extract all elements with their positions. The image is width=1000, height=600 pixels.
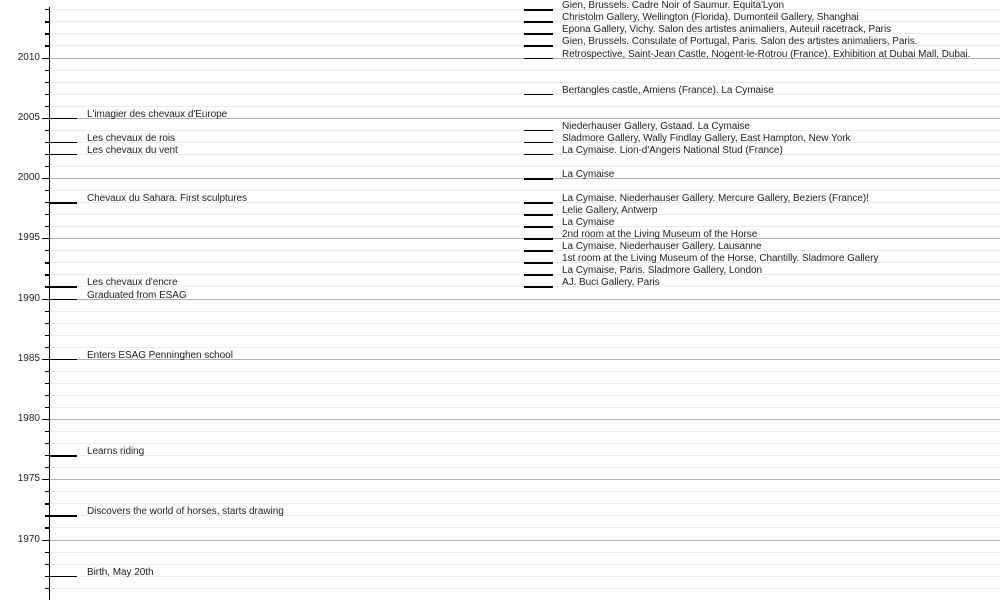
gridline-minor (49, 190, 1000, 191)
gridline-minor (49, 106, 1000, 107)
axis-minor-tick (45, 45, 49, 46)
right-event-label: Niederhauser Gallery, Gstaad. La Cymaise (562, 120, 750, 132)
axis-minor-tick (45, 33, 49, 34)
axis-minor-tick (45, 407, 49, 408)
right-event-tick (524, 154, 553, 156)
gridline-minor (49, 383, 1000, 384)
left-event-label: Les chevaux du vent (87, 144, 178, 156)
gridline-minor (49, 455, 1000, 456)
y-axis-line (49, 7, 50, 600)
axis-minor-tick (45, 371, 49, 372)
axis-minor-tick (45, 94, 49, 95)
left-event-tick (49, 154, 77, 156)
gridline-minor (49, 503, 1000, 504)
right-event-label: La Cymaise, Paris. Sladmore Gallery, London (562, 265, 762, 277)
axis-minor-tick (45, 226, 49, 227)
axis-minor-tick (45, 323, 49, 324)
right-event-tick (524, 274, 553, 276)
right-event-label: La Cymaise (562, 169, 615, 180)
axis-minor-tick (45, 503, 49, 504)
gridline-minor (49, 323, 1000, 324)
axis-minor-tick (45, 527, 49, 528)
right-event-tick (524, 130, 553, 132)
left-event-tick (49, 202, 77, 204)
axis-minor-tick (45, 130, 49, 131)
gridline-minor (49, 588, 1000, 589)
axis-minor-tick (45, 106, 49, 107)
axis-minor-tick (45, 21, 49, 22)
left-event-tick (49, 576, 77, 578)
right-event-label: La Cymaise. Niederhauser Gallery. Mercure Gallery, Beziers (France)! (562, 193, 869, 205)
axis-minor-tick (45, 467, 49, 468)
gridline-minor (49, 527, 1000, 528)
right-event-label: 2nd room at the Living Museum of the Horse (562, 229, 758, 241)
right-event-label: Lelie Gallery, Antwerp (562, 205, 658, 217)
left-event-tick (49, 286, 77, 288)
right-event-label: Gien, Brussels. Consulate of Portugal, Paris. Salon des artistes animaliers, Paris. (562, 36, 918, 48)
axis-minor-tick (45, 311, 49, 312)
axis-minor-tick (45, 214, 49, 215)
gridline-minor (49, 552, 1000, 553)
right-event-tick (524, 58, 553, 60)
gridline-minor (49, 443, 1000, 444)
left-event-tick (49, 142, 77, 144)
gridline-minor (49, 491, 1000, 492)
right-event-label: Retrospective, Saint-Jean Castle, Nogent-le-Rotrou (France). Exhibition at Dubai Mall, Dubai. (562, 48, 971, 60)
right-event-tick (524, 9, 553, 11)
left-event-label: Learns riding (87, 446, 145, 458)
left-event-label: Les chevaux d'encre (87, 277, 178, 289)
axis-minor-tick (45, 190, 49, 191)
left-event-tick (49, 515, 77, 517)
axis-minor-tick (45, 383, 49, 384)
gridline-minor (49, 166, 1000, 167)
left-event-label: Enters ESAG Penninghen school (87, 349, 233, 361)
right-event-tick (524, 94, 553, 96)
right-event-tick (524, 178, 553, 180)
right-event-tick (524, 250, 553, 252)
axis-minor-tick (45, 82, 49, 83)
axis-year-label: 1975 (17, 473, 40, 485)
axis-year-label: 1970 (17, 533, 40, 545)
gridline-minor (49, 82, 1000, 83)
axis-year-label: 1995 (17, 232, 40, 244)
axis-minor-tick (45, 395, 49, 396)
right-event-label: Sladmore Gallery, Wally Findlay Gallery, East Hampton, New York (562, 132, 851, 144)
right-event-tick (524, 45, 553, 47)
right-event-tick (524, 142, 553, 144)
gridline-minor (49, 431, 1000, 432)
axis-minor-tick (45, 274, 49, 275)
right-event-tick (524, 226, 553, 228)
axis-minor-tick (45, 250, 49, 251)
left-event-tick (49, 118, 77, 120)
right-event-label: La Cymaise (562, 217, 615, 229)
right-event-label: AJ. Buci Gallery, Paris (562, 277, 660, 289)
axis-minor-tick (45, 9, 49, 10)
axis-minor-tick (45, 564, 49, 565)
right-event-label: La Cymaise. Niederhauser Gallery, Lausanne (562, 241, 762, 253)
axis-minor-tick (45, 347, 49, 348)
left-event-tick (49, 359, 77, 361)
left-event-tick (49, 455, 77, 457)
axis-major-tick (42, 540, 49, 541)
axis-year-label: 1985 (17, 352, 40, 364)
gridline-minor (49, 371, 1000, 372)
axis-minor-tick (45, 166, 49, 167)
axis-minor-tick (45, 491, 49, 492)
gridline-major (49, 419, 1000, 420)
right-event-tick (524, 33, 553, 35)
axis-major-tick (42, 58, 49, 59)
right-event-label: 1st room at the Living Museum of the Horse, Chantilly. Sladmore Gallery (562, 253, 879, 265)
gridline-minor (49, 564, 1000, 565)
right-event-tick (524, 262, 553, 264)
gridline-major (49, 479, 1000, 480)
axis-minor-tick (45, 70, 49, 71)
axis-minor-tick (45, 262, 49, 263)
axis-major-tick (42, 238, 49, 239)
right-event-label: La Cymaise. Lion-d'Angers National Stud (France) (562, 144, 783, 156)
left-event-label: Les chevaux de rois (87, 132, 175, 144)
axis-year-label: 2000 (17, 172, 40, 183)
axis-major-tick (42, 359, 49, 360)
gridline-minor (49, 335, 1000, 336)
right-event-label: Epona Gallery, Vichy. Salon des artistes animaliers, Auteuil racetrack, Paris (562, 24, 892, 36)
right-event-label: Christolm Gallery, Wellington (Florida). Dumonteil Gallery, Shanghai (562, 12, 859, 24)
left-event-label: Discovers the world of horses, starts drawing (87, 506, 284, 518)
right-event-tick (524, 202, 553, 204)
right-event-tick (524, 214, 553, 216)
axis-minor-tick (45, 443, 49, 444)
gridline-minor (49, 347, 1000, 348)
right-event-tick (524, 286, 553, 288)
axis-year-label: 2010 (17, 51, 40, 63)
axis-major-tick (42, 299, 49, 300)
axis-major-tick (42, 178, 49, 179)
gridline-minor (49, 407, 1000, 408)
axis-year-label: 1990 (17, 292, 40, 304)
right-event-tick (524, 21, 553, 23)
right-event-tick (524, 238, 553, 240)
left-event-label: Chevaux du Sahara. First sculptures (87, 193, 247, 205)
left-event-label: Graduated from ESAG (87, 289, 187, 301)
axis-major-tick (42, 479, 49, 480)
axis-minor-tick (45, 431, 49, 432)
gridline-major (49, 540, 1000, 541)
gridline-minor (49, 467, 1000, 468)
axis-minor-tick (45, 588, 49, 589)
axis-minor-tick (45, 335, 49, 336)
left-event-tick (49, 299, 77, 301)
gridline-minor (49, 395, 1000, 396)
axis-year-label: 1980 (17, 413, 40, 424)
axis-major-tick (42, 419, 49, 420)
gridline-minor (49, 311, 1000, 312)
left-event-label: L'imagier des chevaux d'Europe (87, 108, 228, 120)
right-event-label: Gien, Brussels. Cadre Noir of Saumur. Equita'Lyon (562, 0, 784, 12)
gridline-minor (49, 576, 1000, 577)
right-event-label: Bertangles castle, Amiens (France). La Cymaise (562, 84, 774, 96)
axis-major-tick (42, 118, 49, 119)
left-event-label: Birth, May 20th (87, 566, 154, 578)
gridline-major (49, 299, 1000, 300)
gridline-minor (49, 70, 1000, 71)
axis-minor-tick (45, 552, 49, 553)
axis-year-label: 2005 (17, 111, 40, 123)
